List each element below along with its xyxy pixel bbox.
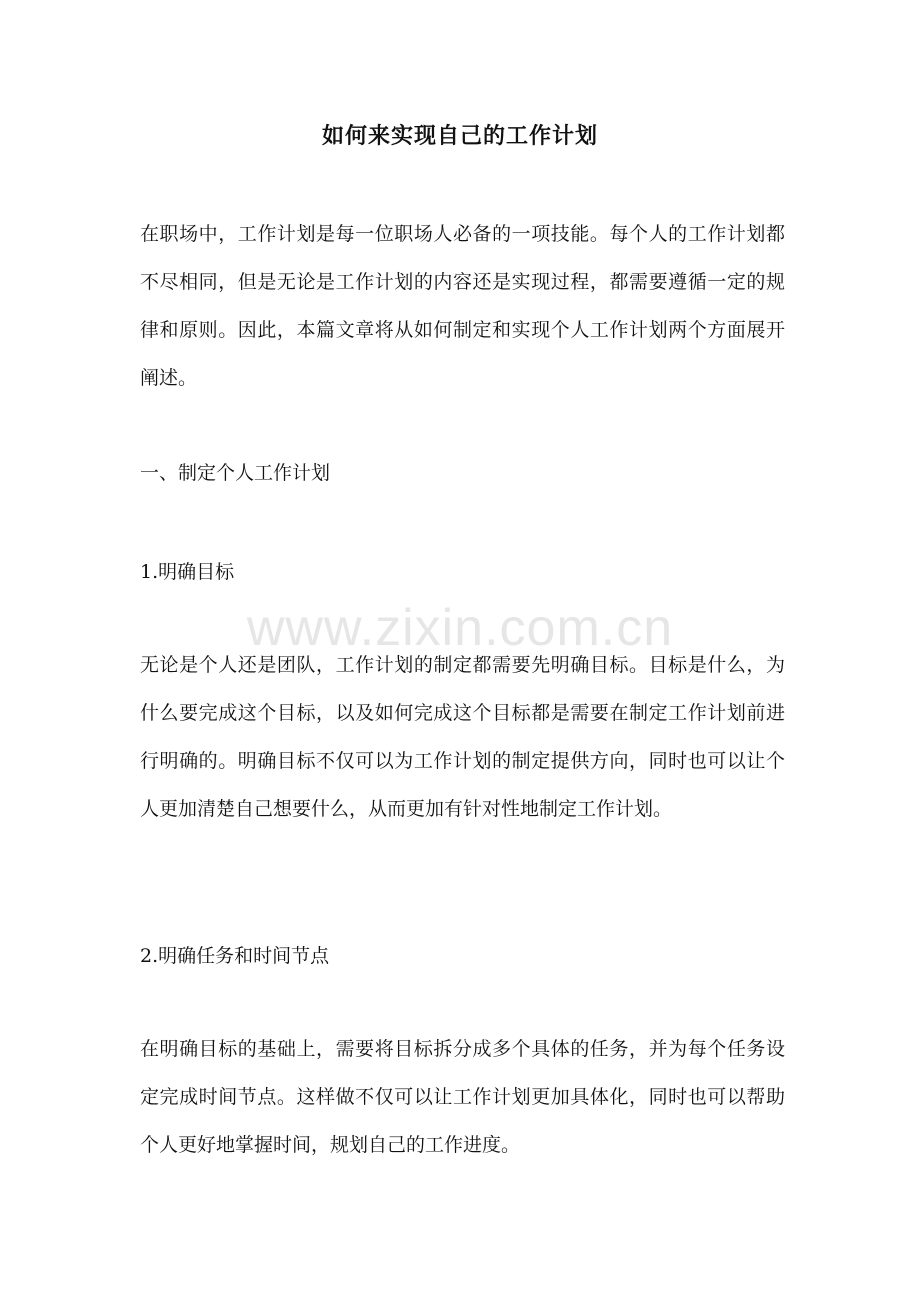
- subsection-1-paragraph: 无论是个人还是团队，工作计划的制定都需要先明确目标。目标是什么，为什么要完成这个目标，以及如何完成这个目标都是需要在制定工作计划前进行明确的。明确目标不仅可以为工作计划的制定提供方向，同时也可以让个人更加清楚自己想要什么，从而更加有针对性地制定工作计划。: [140, 654, 785, 820]
- intro-paragraph: 在职场中，工作计划是每一位职场人必备的一项技能。每个人的工作计划都不尽相同，但是无论是工作计划的内容还是实现过程，都需要遵循一定的规律和原则。因此，本篇文章将从如何制定和实现个人工作计划两个方面展开阐述。: [140, 223, 785, 389]
- subsection-heading-1: 1.明确目标: [140, 561, 235, 583]
- subsection-heading-2: 2.明确任务和时间节点: [140, 945, 330, 967]
- document-title: 如何来实现自己的工作计划: [321, 123, 598, 149]
- subsection-2-paragraph: 在明确目标的基础上，需要将目标拆分成多个具体的任务，并为每个任务设定完成时间节点。这样做不仅可以让工作计划更加具体化，同时也可以帮助个人更好地掌握时间，规划自己的工作进度。: [140, 1038, 785, 1156]
- watermark: www.zixin.com.cn: [246, 599, 674, 657]
- section-heading-1: 一、制定个人工作计划: [140, 462, 331, 484]
